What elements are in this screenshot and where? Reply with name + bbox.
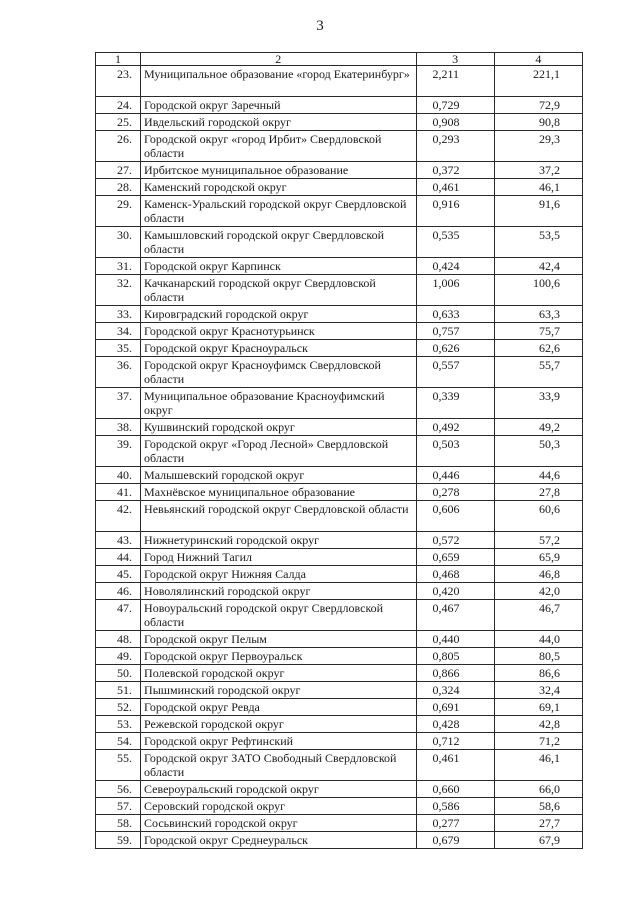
value-cell: 62,6	[494, 340, 582, 357]
municipality-name-cell: Каменск-Уральский городской округ Свердловской области	[141, 196, 416, 227]
table-row	[96, 484, 583, 501]
table-row	[96, 275, 583, 306]
row-number-cell: 43.	[96, 532, 141, 549]
municipality-name-cell: Городской округ Ревда	[141, 699, 416, 716]
row-number-cell: 49.	[96, 648, 141, 665]
value-cell: 33,9	[494, 388, 582, 419]
table-row	[96, 583, 583, 600]
municipality-name-cell: Махнёвское муниципальное образование	[141, 484, 416, 501]
coefficient-cell: 0,659	[416, 549, 494, 566]
table-row	[96, 716, 583, 733]
value-cell: 91,6	[494, 196, 582, 227]
coefficient-cell: 0,420	[416, 583, 494, 600]
table-row	[96, 419, 583, 436]
table-row	[96, 832, 583, 849]
row-number-cell: 44.	[96, 549, 141, 566]
table-row	[96, 699, 583, 716]
value-cell: 44,0	[494, 631, 582, 648]
value-cell: 55,7	[494, 357, 582, 388]
table-body	[96, 66, 583, 849]
municipality-name-cell: Сосьвинский городской округ	[141, 815, 416, 832]
table-row	[96, 323, 583, 340]
coefficient-cell: 0,805	[416, 648, 494, 665]
municipality-name-cell: Городской округ Красноуральск	[141, 340, 416, 357]
row-number-cell: 57.	[96, 798, 141, 815]
value-cell: 67,9	[494, 832, 582, 849]
value-cell: 27,7	[494, 815, 582, 832]
coefficient-cell: 0,691	[416, 699, 494, 716]
row-number-cell: 55.	[96, 750, 141, 781]
municipality-name-cell: Североуральский городской округ	[141, 781, 416, 798]
table-row	[96, 357, 583, 388]
row-number-cell: 26.	[96, 131, 141, 162]
row-number-cell: 45.	[96, 566, 141, 583]
value-cell: 221,1	[494, 66, 582, 97]
page-number: 3	[316, 18, 324, 34]
coefficient-cell: 0,278	[416, 484, 494, 501]
table-row	[96, 388, 583, 419]
table-row	[96, 600, 583, 631]
coefficient-cell: 0,424	[416, 258, 494, 275]
coefficient-cell: 0,503	[416, 436, 494, 467]
municipality-name-cell: Серовский городской округ	[141, 798, 416, 815]
row-number-cell: 58.	[96, 815, 141, 832]
coefficient-cell: 0,535	[416, 227, 494, 258]
table-row	[96, 97, 583, 114]
row-number-cell: 47.	[96, 600, 141, 631]
municipality-name-cell: Кушвинский городской округ	[141, 419, 416, 436]
value-cell: 63,3	[494, 306, 582, 323]
row-number-cell: 36.	[96, 357, 141, 388]
municipality-name-cell: Новоуральский городской округ Свердловской области	[141, 600, 416, 631]
value-cell: 29,3	[494, 131, 582, 162]
table-row	[96, 131, 583, 162]
row-number-cell: 24.	[96, 97, 141, 114]
value-cell: 57,2	[494, 532, 582, 549]
value-cell: 80,5	[494, 648, 582, 665]
value-cell: 66,0	[494, 781, 582, 798]
municipality-name-cell: Городской округ Рефтинский	[141, 733, 416, 750]
row-number-cell: 50.	[96, 665, 141, 682]
municipality-name-cell: Муниципальное образование «город Екатеринбург»	[141, 66, 416, 97]
value-cell: 71,2	[494, 733, 582, 750]
coefficient-cell: 0,324	[416, 682, 494, 699]
column-header-2: 2	[141, 53, 416, 66]
table-row	[96, 227, 583, 258]
coefficient-cell: 0,606	[416, 501, 494, 532]
municipality-name-cell: Городской округ Нижняя Салда	[141, 566, 416, 583]
coefficient-cell: 0,679	[416, 832, 494, 849]
table-row	[96, 467, 583, 484]
municipality-name-cell: Каменский городской округ	[141, 179, 416, 196]
value-cell: 72,9	[494, 97, 582, 114]
coefficient-cell: 0,712	[416, 733, 494, 750]
table-header-row	[96, 53, 583, 66]
allocation-table	[95, 52, 583, 849]
value-cell: 46,8	[494, 566, 582, 583]
table-row	[96, 179, 583, 196]
coefficient-cell: 0,492	[416, 419, 494, 436]
table-row	[96, 66, 583, 97]
municipality-name-cell: Городской округ Первоуральск	[141, 648, 416, 665]
row-number-cell: 48.	[96, 631, 141, 648]
coefficient-cell: 0,468	[416, 566, 494, 583]
column-header-1: 1	[96, 53, 141, 66]
row-number-cell: 34.	[96, 323, 141, 340]
municipality-name-cell: Пышминский городской округ	[141, 682, 416, 699]
value-cell: 42,8	[494, 716, 582, 733]
municipality-name-cell: Невьянский городской округ Свердловской области	[141, 501, 416, 532]
table-row	[96, 436, 583, 467]
coefficient-cell: 0,729	[416, 97, 494, 114]
value-cell: 32,4	[494, 682, 582, 699]
coefficient-cell: 0,633	[416, 306, 494, 323]
table-row	[96, 750, 583, 781]
municipality-name-cell: Ирбитское муниципальное образование	[141, 162, 416, 179]
coefficient-cell: 0,572	[416, 532, 494, 549]
table-row	[96, 781, 583, 798]
value-cell: 75,7	[494, 323, 582, 340]
coefficient-cell: 0,916	[416, 196, 494, 227]
row-number-cell: 54.	[96, 733, 141, 750]
column-header-3: 3	[416, 53, 494, 66]
row-number-cell: 27.	[96, 162, 141, 179]
row-number-cell: 38.	[96, 419, 141, 436]
coefficient-cell: 0,293	[416, 131, 494, 162]
row-number-cell: 23.	[96, 66, 141, 97]
row-number-cell: 33.	[96, 306, 141, 323]
coefficient-cell: 0,461	[416, 750, 494, 781]
municipality-name-cell: Городской округ Заречный	[141, 97, 416, 114]
municipality-name-cell: Камышловский городской округ Свердловской области	[141, 227, 416, 258]
column-header-4: 4	[494, 53, 582, 66]
coefficient-cell: 0,446	[416, 467, 494, 484]
value-cell: 27,8	[494, 484, 582, 501]
table-row	[96, 665, 583, 682]
row-number-cell: 28.	[96, 179, 141, 196]
row-number-cell: 42.	[96, 501, 141, 532]
row-number-cell: 56.	[96, 781, 141, 798]
municipality-name-cell: Полевской городской округ	[141, 665, 416, 682]
value-cell: 50,3	[494, 436, 582, 467]
municipality-name-cell: Городской округ Красноуфимск Свердловской области	[141, 357, 416, 388]
coefficient-cell: 0,660	[416, 781, 494, 798]
row-number-cell: 46.	[96, 583, 141, 600]
municipality-name-cell: Малышевский городской округ	[141, 467, 416, 484]
coefficient-cell: 0,626	[416, 340, 494, 357]
row-number-cell: 53.	[96, 716, 141, 733]
table-row	[96, 815, 583, 832]
table-row	[96, 798, 583, 815]
value-cell: 69,1	[494, 699, 582, 716]
municipality-name-cell: Качканарский городской округ Свердловской области	[141, 275, 416, 306]
coefficient-cell: 0,757	[416, 323, 494, 340]
municipality-name-cell: Городской округ «город Ирбит» Свердловской области	[141, 131, 416, 162]
coefficient-cell: 1,006	[416, 275, 494, 306]
row-number-cell: 25.	[96, 114, 141, 131]
row-number-cell: 32.	[96, 275, 141, 306]
value-cell: 46,1	[494, 750, 582, 781]
table-row	[96, 733, 583, 750]
row-number-cell: 29.	[96, 196, 141, 227]
value-cell: 42,0	[494, 583, 582, 600]
municipality-name-cell: Новолялинский городской округ	[141, 583, 416, 600]
value-cell: 100,6	[494, 275, 582, 306]
value-cell: 49,2	[494, 419, 582, 436]
municipality-name-cell: Городской округ Карпинск	[141, 258, 416, 275]
row-number-cell: 37.	[96, 388, 141, 419]
value-cell: 90,8	[494, 114, 582, 131]
value-cell: 58,6	[494, 798, 582, 815]
coefficient-cell: 0,440	[416, 631, 494, 648]
row-number-cell: 40.	[96, 467, 141, 484]
municipality-name-cell: Ивдельский городской округ	[141, 114, 416, 131]
row-number-cell: 41.	[96, 484, 141, 501]
value-cell: 42,4	[494, 258, 582, 275]
table-row	[96, 648, 583, 665]
value-cell: 65,9	[494, 549, 582, 566]
value-cell: 46,1	[494, 179, 582, 196]
value-cell: 60,6	[494, 501, 582, 532]
value-cell: 37,2	[494, 162, 582, 179]
table-row	[96, 549, 583, 566]
municipality-name-cell: Городской округ ЗАТО Свободный Свердловской области	[141, 750, 416, 781]
municipality-name-cell: Городской округ Среднеуральск	[141, 832, 416, 849]
row-number-cell: 59.	[96, 832, 141, 849]
row-number-cell: 39.	[96, 436, 141, 467]
value-cell: 86,6	[494, 665, 582, 682]
table-row	[96, 566, 583, 583]
municipality-name-cell: Городской округ Пелым	[141, 631, 416, 648]
municipality-name-cell: Нижнетуринский городской округ	[141, 532, 416, 549]
coefficient-cell: 0,428	[416, 716, 494, 733]
value-cell: 46,7	[494, 600, 582, 631]
coefficient-cell: 0,866	[416, 665, 494, 682]
coefficient-cell: 0,277	[416, 815, 494, 832]
table-row	[96, 114, 583, 131]
coefficient-cell: 0,339	[416, 388, 494, 419]
municipality-name-cell: Городской округ «Город Лесной» Свердловской области	[141, 436, 416, 467]
table-row	[96, 196, 583, 227]
coefficient-cell: 0,586	[416, 798, 494, 815]
municipality-name-cell: Режевской городской округ	[141, 716, 416, 733]
row-number-cell: 52.	[96, 699, 141, 716]
table-row	[96, 162, 583, 179]
table-row	[96, 306, 583, 323]
municipality-name-cell: Городской округ Краснотурьинск	[141, 323, 416, 340]
coefficient-cell: 0,372	[416, 162, 494, 179]
value-cell: 44,6	[494, 467, 582, 484]
coefficient-cell: 2,211	[416, 66, 494, 97]
row-number-cell: 35.	[96, 340, 141, 357]
table-row	[96, 532, 583, 549]
table-row	[96, 682, 583, 699]
municipality-name-cell: Город Нижний Тагил	[141, 549, 416, 566]
row-number-cell: 30.	[96, 227, 141, 258]
coefficient-cell: 0,908	[416, 114, 494, 131]
table-row	[96, 340, 583, 357]
table-row	[96, 501, 583, 532]
coefficient-cell: 0,557	[416, 357, 494, 388]
value-cell: 53,5	[494, 227, 582, 258]
coefficient-cell: 0,467	[416, 600, 494, 631]
table-row	[96, 258, 583, 275]
municipality-name-cell: Кировградский городской округ	[141, 306, 416, 323]
coefficient-cell: 0,461	[416, 179, 494, 196]
row-number-cell: 51.	[96, 682, 141, 699]
table-row	[96, 631, 583, 648]
row-number-cell: 31.	[96, 258, 141, 275]
municipality-name-cell: Муниципальное образование Красноуфимский округ	[141, 388, 416, 419]
